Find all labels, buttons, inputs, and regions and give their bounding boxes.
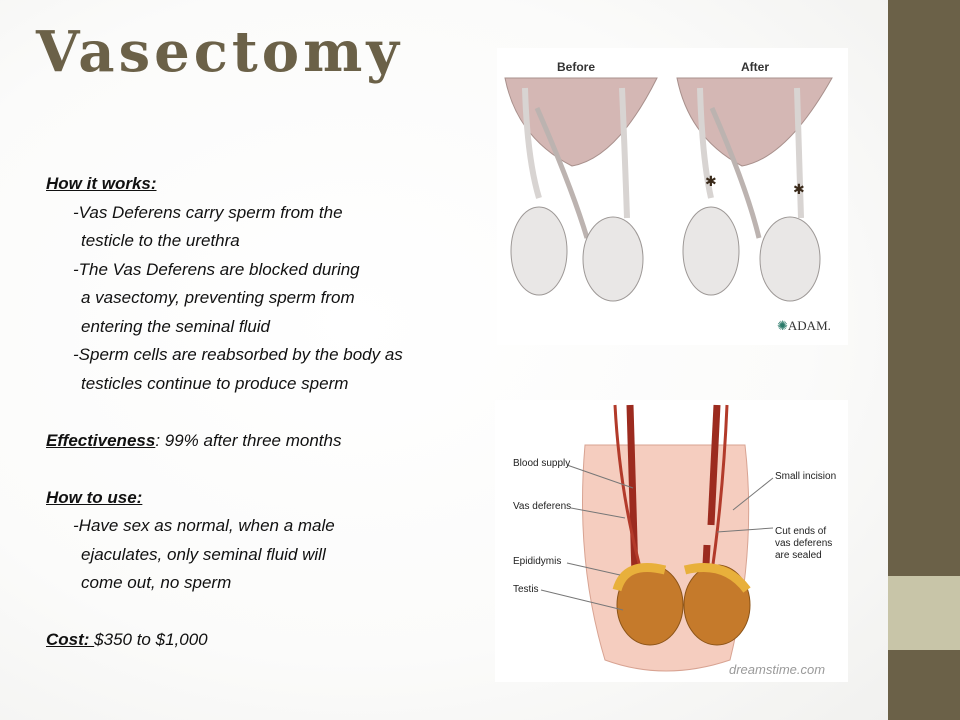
slide-title: Vasectomy <box>36 19 403 85</box>
how-it-works-line: a vasectomy, preventing sperm from <box>81 288 355 307</box>
vas-deferens-shape <box>797 88 801 218</box>
effectiveness-heading: Effectiveness <box>46 430 156 450</box>
how-it-works-line: -Vas Deferens carry sperm from the <box>73 202 343 222</box>
how-it-works-line: -The Vas Deferens are blocked during <box>73 259 360 279</box>
before-after-illustration <box>497 48 848 345</box>
vasectomy-anatomy-diagram <box>495 400 848 682</box>
how-it-works-line: entering the seminal fluid <box>81 316 271 336</box>
cost-heading: Cost: <box>46 630 95 649</box>
spacer <box>46 455 516 484</box>
cost-line <box>46 626 516 655</box>
before-after-drawing <box>497 48 848 345</box>
how-it-works-line: -Sperm cells are reabsorbed by the body as <box>73 345 403 364</box>
blood-supply-label: Blood supply <box>513 458 571 469</box>
how-to-use-line: ejaculates, only seminal fluid will <box>81 544 326 564</box>
side-band-top <box>888 0 960 576</box>
how-to-use-heading: How to use: <box>46 487 143 507</box>
cost-value: $350 to $1,000 <box>94 630 208 649</box>
cut-ends-label-line: Cut ends of <box>775 526 827 537</box>
cut-ends-label-line: vas deferens <box>775 538 833 549</box>
side-band-accent <box>888 576 960 650</box>
cut-mark-icon: ✱ <box>705 173 717 189</box>
how-it-works-line: testicles continue to produce sperm <box>81 373 349 393</box>
cut-ends-label-line: are sealed <box>775 550 822 561</box>
side-band-bottom <box>888 650 960 720</box>
watermark: dreamstime.com <box>729 662 826 677</box>
before-label: Before <box>557 60 596 74</box>
after-label: After <box>741 60 770 74</box>
effectiveness-line <box>46 427 516 456</box>
spacer <box>46 598 516 627</box>
testis-label: Testis <box>513 584 539 595</box>
how-to-use-line: come out, no sperm <box>81 573 232 592</box>
small-incision-label: Small incision <box>775 471 837 482</box>
effectiveness-value: : 99% after three months <box>155 430 342 450</box>
testicle-shape <box>683 207 739 295</box>
adam-credit <box>777 318 831 334</box>
slide-body <box>46 170 516 655</box>
how-it-works-heading: How it works: <box>46 174 157 193</box>
how-it-works-line: testicle to the urethra <box>81 231 240 250</box>
testicle-shape <box>760 217 820 301</box>
adam-credit-text: ADAM. <box>787 318 831 333</box>
testicle-shape <box>511 207 567 295</box>
adam-logo-icon: ✺ <box>777 318 788 333</box>
spacer <box>46 398 516 427</box>
how-to-use-line: -Have sex as normal, when a male <box>73 516 335 535</box>
testicle-shape <box>583 217 643 301</box>
vas-deferens-label: Vas deferens <box>513 501 572 512</box>
epididymis-label: Epididymis <box>513 556 562 567</box>
cut-mark-icon: ✱ <box>793 181 805 197</box>
